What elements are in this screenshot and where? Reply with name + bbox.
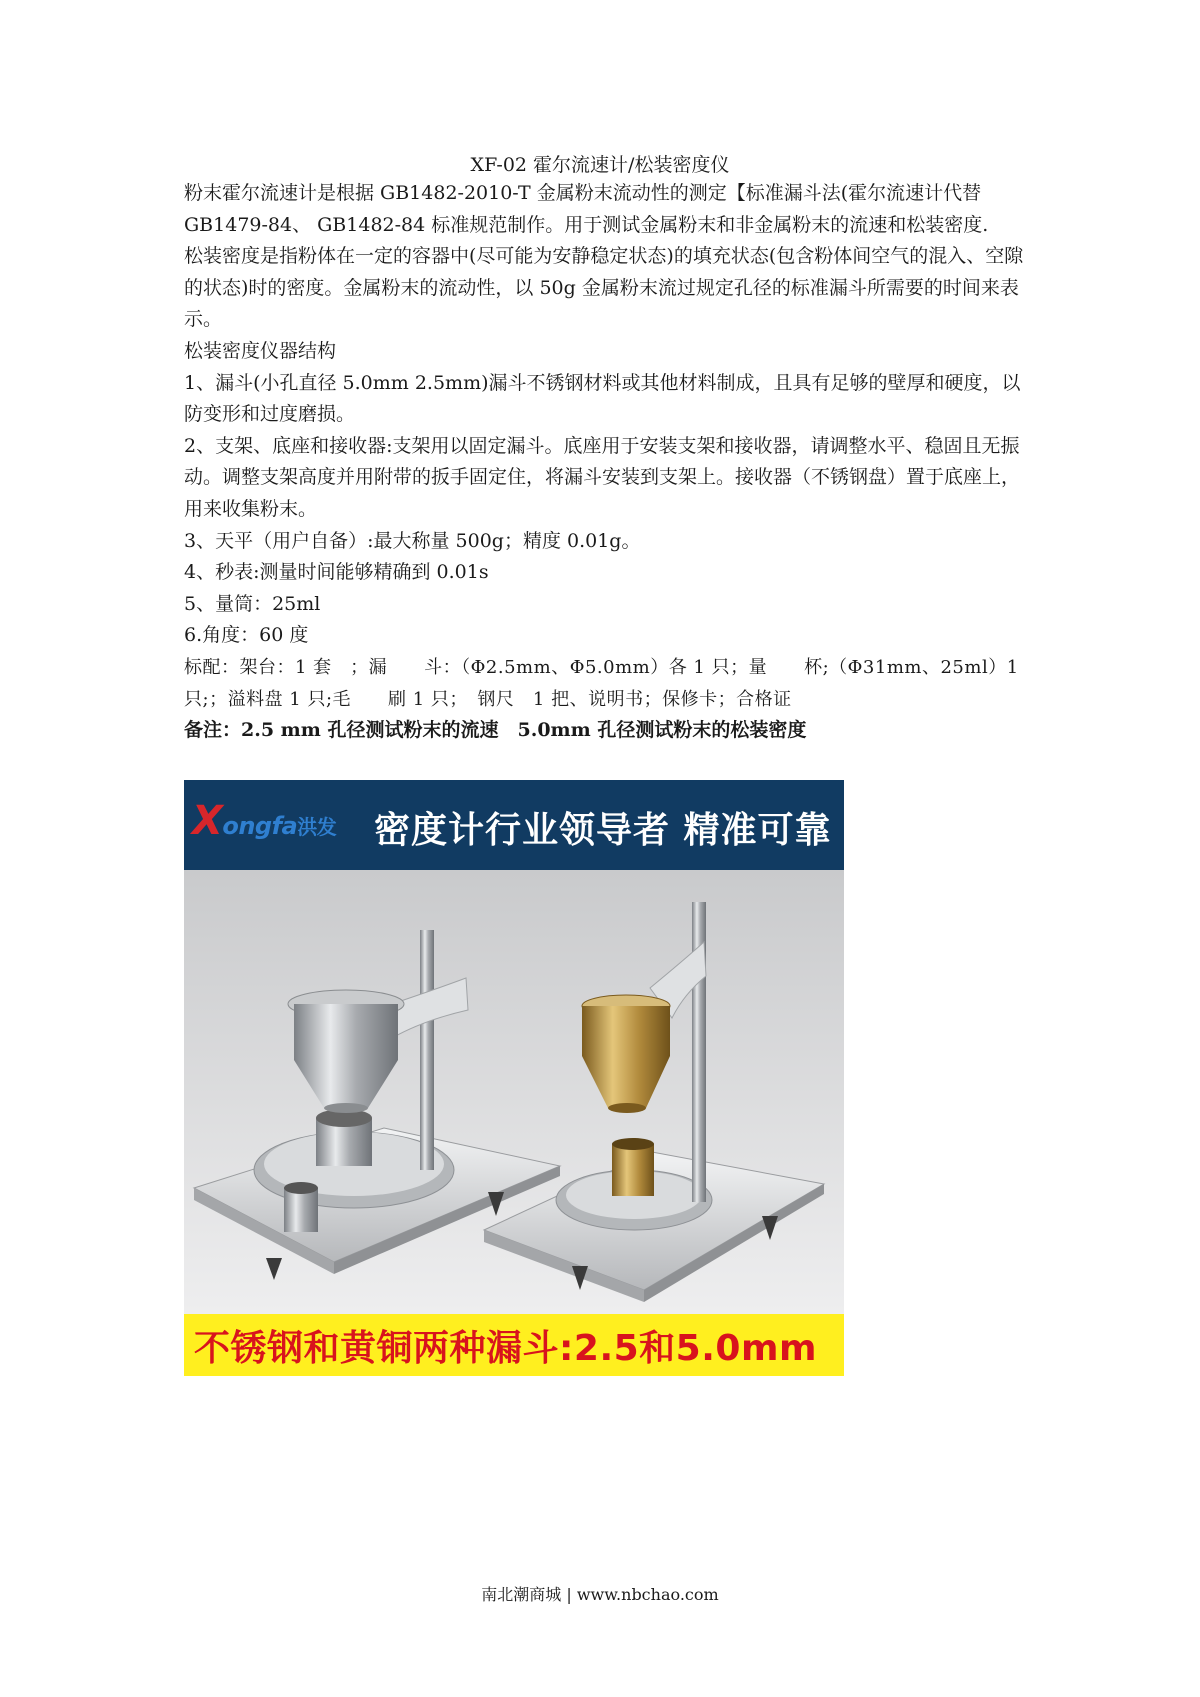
instrument-illustration xyxy=(184,870,844,1314)
photo-caption-text: 不锈钢和黄铜两种漏斗:2.5和5.0mm xyxy=(194,1328,817,1369)
paragraph-definition: 松装密度是指粉体在一定的容器中(尽可能为安静稳定状态)的填充状态(包含粉体间空气的混入、空隙的状态)时的密度。金属粉末的流动性，以 50g 金属粉末流过规定孔径的标准漏斗所需要的时间来表示。 xyxy=(184,245,1024,331)
list-item-cylinder: 5、量筒：25ml xyxy=(184,592,321,615)
document-body xyxy=(184,178,1026,747)
banner-slogan: 密度计行业领导者 精准可靠 xyxy=(374,810,832,851)
list-item-angle: 6.角度：60 度 xyxy=(184,624,309,647)
page-footer: 南北潮商城 | www.nbchao.com xyxy=(481,1585,719,1604)
list-item-stopwatch: 4、秒表:测量时间能够精确到 0.01s xyxy=(184,561,489,584)
list-item-balance: 3、天平（用户自备）:最大称量 500g；精度 0.01g。 xyxy=(184,529,641,552)
product-photo xyxy=(184,780,844,1376)
brand-logo: Xongfa洪发 xyxy=(192,798,337,844)
note-text: 备注：2.5 mm 孔径测试粉末的流速 5.0mm 孔径测试粉末的松装密度 xyxy=(184,719,807,742)
page-title: XF-02 霍尔流速计/松装密度仪 xyxy=(470,154,730,176)
paragraph-intro: 粉末霍尔流速计是根据 GB1482-2010-T 金属粉末流动性的测定【标准漏斗法(霍尔流速计代替 GB1479-84、 GB1482-84 标准规范制作。用于测试金属粉末和非金属粉末的流速和松装密度. xyxy=(184,182,989,236)
section-heading-structure: 松装密度仪器结构 xyxy=(184,339,337,362)
list-item-funnel: 1、漏斗(小孔直径 5.0mm 2.5mm)漏斗不锈钢材料或其他材料制成，且具有足够的壁厚和硬度，以防变形和过度磨损。 xyxy=(184,371,1021,426)
photo-caption-bar xyxy=(184,1314,844,1376)
photo-banner xyxy=(184,780,844,870)
standard-config: 标配：架台：1 套 ；漏 斗：（Φ2.5mm、Φ5.0mm）各 1 只；量 杯;（Φ31mm、25ml）1 只;；溢料盘 1 只;毛 刷 1 只； 钢尺 1 把、说明书；保修卡；合格证 xyxy=(184,656,1019,710)
list-item-stand: 2、支架、底座和接收器:支架用以固定漏斗。底座用于安装支架和接收器，请调整水平、稳固且无振动。调整支架高度并用附带的扳手固定住，将漏斗安装到支架上。接收器（不锈钢盘）置于底座上，用来收集粉末。 xyxy=(184,434,1021,520)
